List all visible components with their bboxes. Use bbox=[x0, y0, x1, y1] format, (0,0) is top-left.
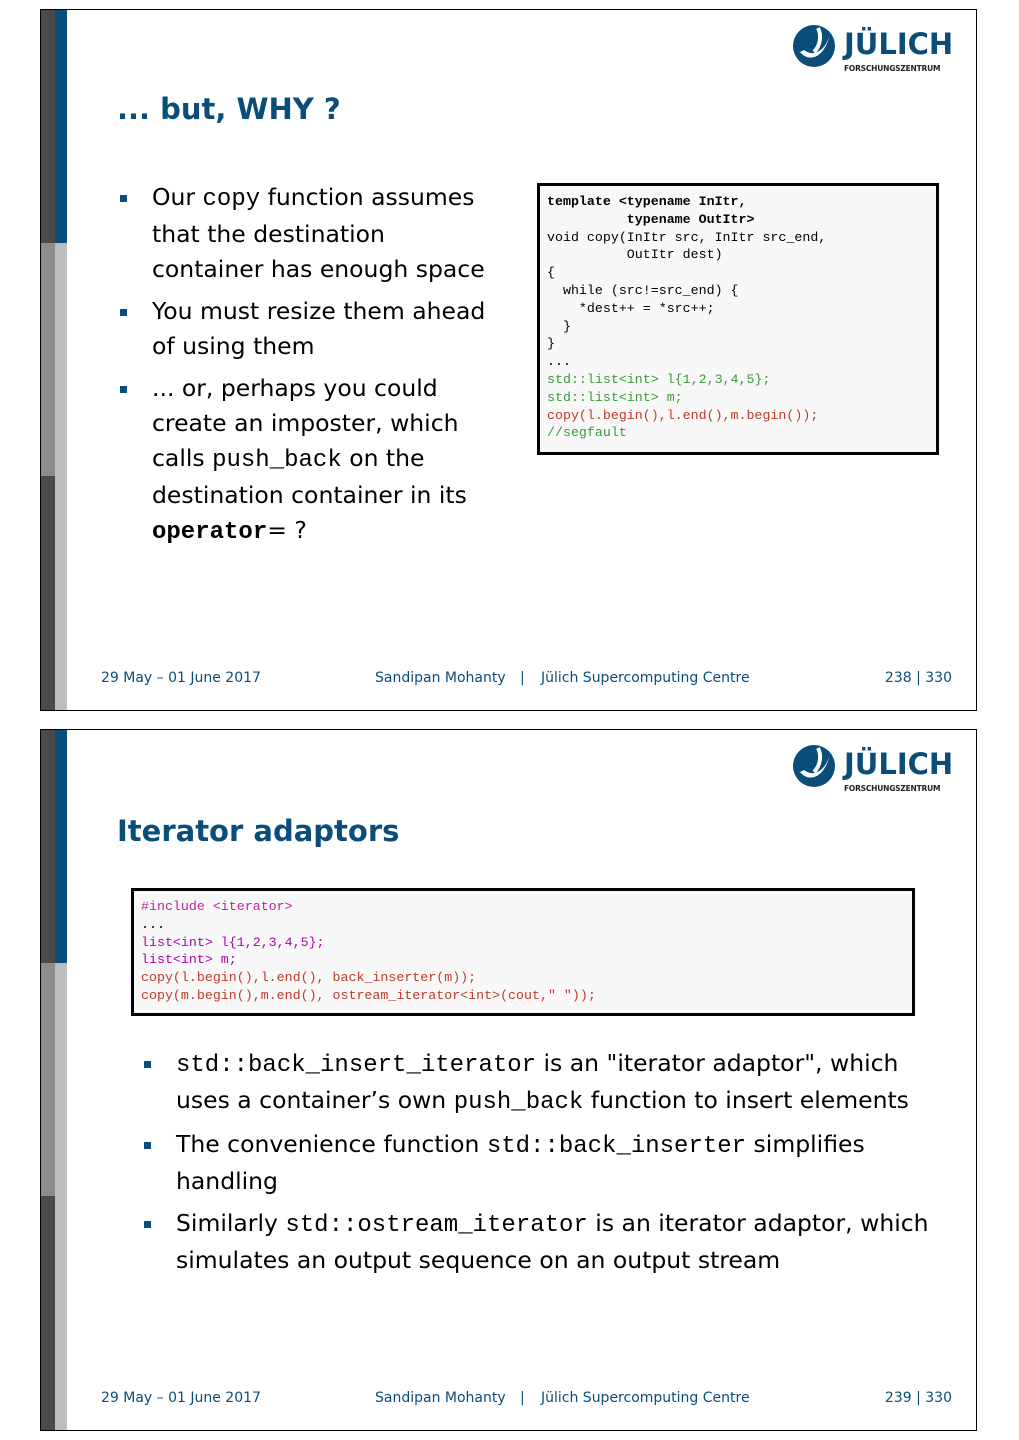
code-line: } bbox=[547, 318, 571, 334]
footer-date: 29 May – 01 June 2017 bbox=[101, 670, 261, 686]
juelich-logo bbox=[792, 742, 952, 794]
code-line: #include <iterator> bbox=[141, 899, 293, 914]
footer-separator: | bbox=[520, 1390, 525, 1406]
footer-author: Sandipan Mohanty bbox=[375, 1390, 506, 1406]
code-line: ... bbox=[547, 354, 571, 370]
slide-footer bbox=[41, 1390, 976, 1410]
slide-239 bbox=[40, 729, 977, 1431]
slide-footer bbox=[41, 670, 976, 690]
code-line: list<int> l{1,2,3,4,5}; bbox=[141, 934, 325, 950]
code-line: ... bbox=[141, 916, 165, 932]
list-item: ... or, perhaps you could create an imposter, which calls push_back on the destination container in its operator= ? bbox=[117, 371, 497, 550]
code-line: copy(m.begin(),m.end(), ostream_iterator<int>(cout," ")); bbox=[141, 987, 596, 1003]
code-line: OutItr dest) bbox=[547, 247, 723, 263]
list-item: Similarly std::ostream_iterator is an iterator adaptor, which simulates an output sequence on an output stream bbox=[141, 1206, 941, 1278]
code-line: list<int> m; bbox=[141, 952, 237, 968]
slide-sidebar bbox=[41, 730, 67, 1430]
code-line: *dest++ = *src++; bbox=[547, 300, 715, 316]
footer-author: Sandipan Mohanty bbox=[375, 670, 506, 686]
code-line: } bbox=[547, 336, 555, 352]
code-line: while (src!=src_end) { bbox=[547, 282, 739, 298]
list-item: std::back_insert_iterator is an "iterator adaptor", which uses a container’s own push_back function to insert elements bbox=[141, 1046, 941, 1120]
list-item: Our copy function assumes that the destination container has enough space bbox=[117, 180, 497, 287]
code-block bbox=[537, 183, 939, 455]
footer-institution: Jülich Supercomputing Centre bbox=[541, 1390, 750, 1406]
logo-subtitle: FORSCHUNGSZENTRUM bbox=[844, 784, 941, 793]
bullet-list bbox=[117, 180, 497, 557]
code-line: std::list<int> m; bbox=[547, 389, 683, 405]
code-line: std::list<int> l{1,2,3,4,5}; bbox=[547, 371, 771, 387]
bullet-list bbox=[141, 1046, 941, 1285]
footer-separator: | bbox=[520, 670, 525, 686]
logo-wordmark: JÜLICH bbox=[844, 27, 954, 61]
logo-wordmark: JÜLICH bbox=[844, 747, 954, 781]
code-block bbox=[131, 888, 915, 1016]
footer-institution: Jülich Supercomputing Centre bbox=[541, 670, 750, 686]
footer-date: 29 May – 01 June 2017 bbox=[101, 1390, 261, 1406]
slide-238 bbox=[40, 9, 977, 711]
code-line: //segfault bbox=[547, 425, 627, 441]
code-line: template <typename InItr, bbox=[547, 194, 747, 209]
code-line: copy(l.begin(),l.end(),m.begin()); bbox=[547, 407, 819, 423]
juelich-swoosh-icon bbox=[792, 742, 840, 790]
page-number: 239 | 330 bbox=[884, 1390, 952, 1406]
logo-subtitle: FORSCHUNGSZENTRUM bbox=[844, 64, 941, 73]
code-line: typename OutItr> bbox=[547, 211, 755, 227]
page-title: Iterator adaptors bbox=[117, 814, 400, 848]
page-number: 238 | 330 bbox=[884, 670, 952, 686]
code-line: void copy(InItr src, InItr src_end, bbox=[547, 229, 827, 245]
list-item: The convenience function std::back_inserter simplifies handling bbox=[141, 1127, 941, 1199]
juelich-swoosh-icon bbox=[792, 22, 840, 70]
page-title: ... but, WHY ? bbox=[117, 92, 341, 126]
code-line: { bbox=[547, 265, 555, 281]
list-item: You must resize them ahead of using them bbox=[117, 294, 497, 364]
juelich-logo bbox=[792, 22, 952, 74]
slide-sidebar bbox=[41, 10, 67, 710]
code-line: copy(l.begin(),l.end(), back_inserter(m)); bbox=[141, 970, 477, 986]
